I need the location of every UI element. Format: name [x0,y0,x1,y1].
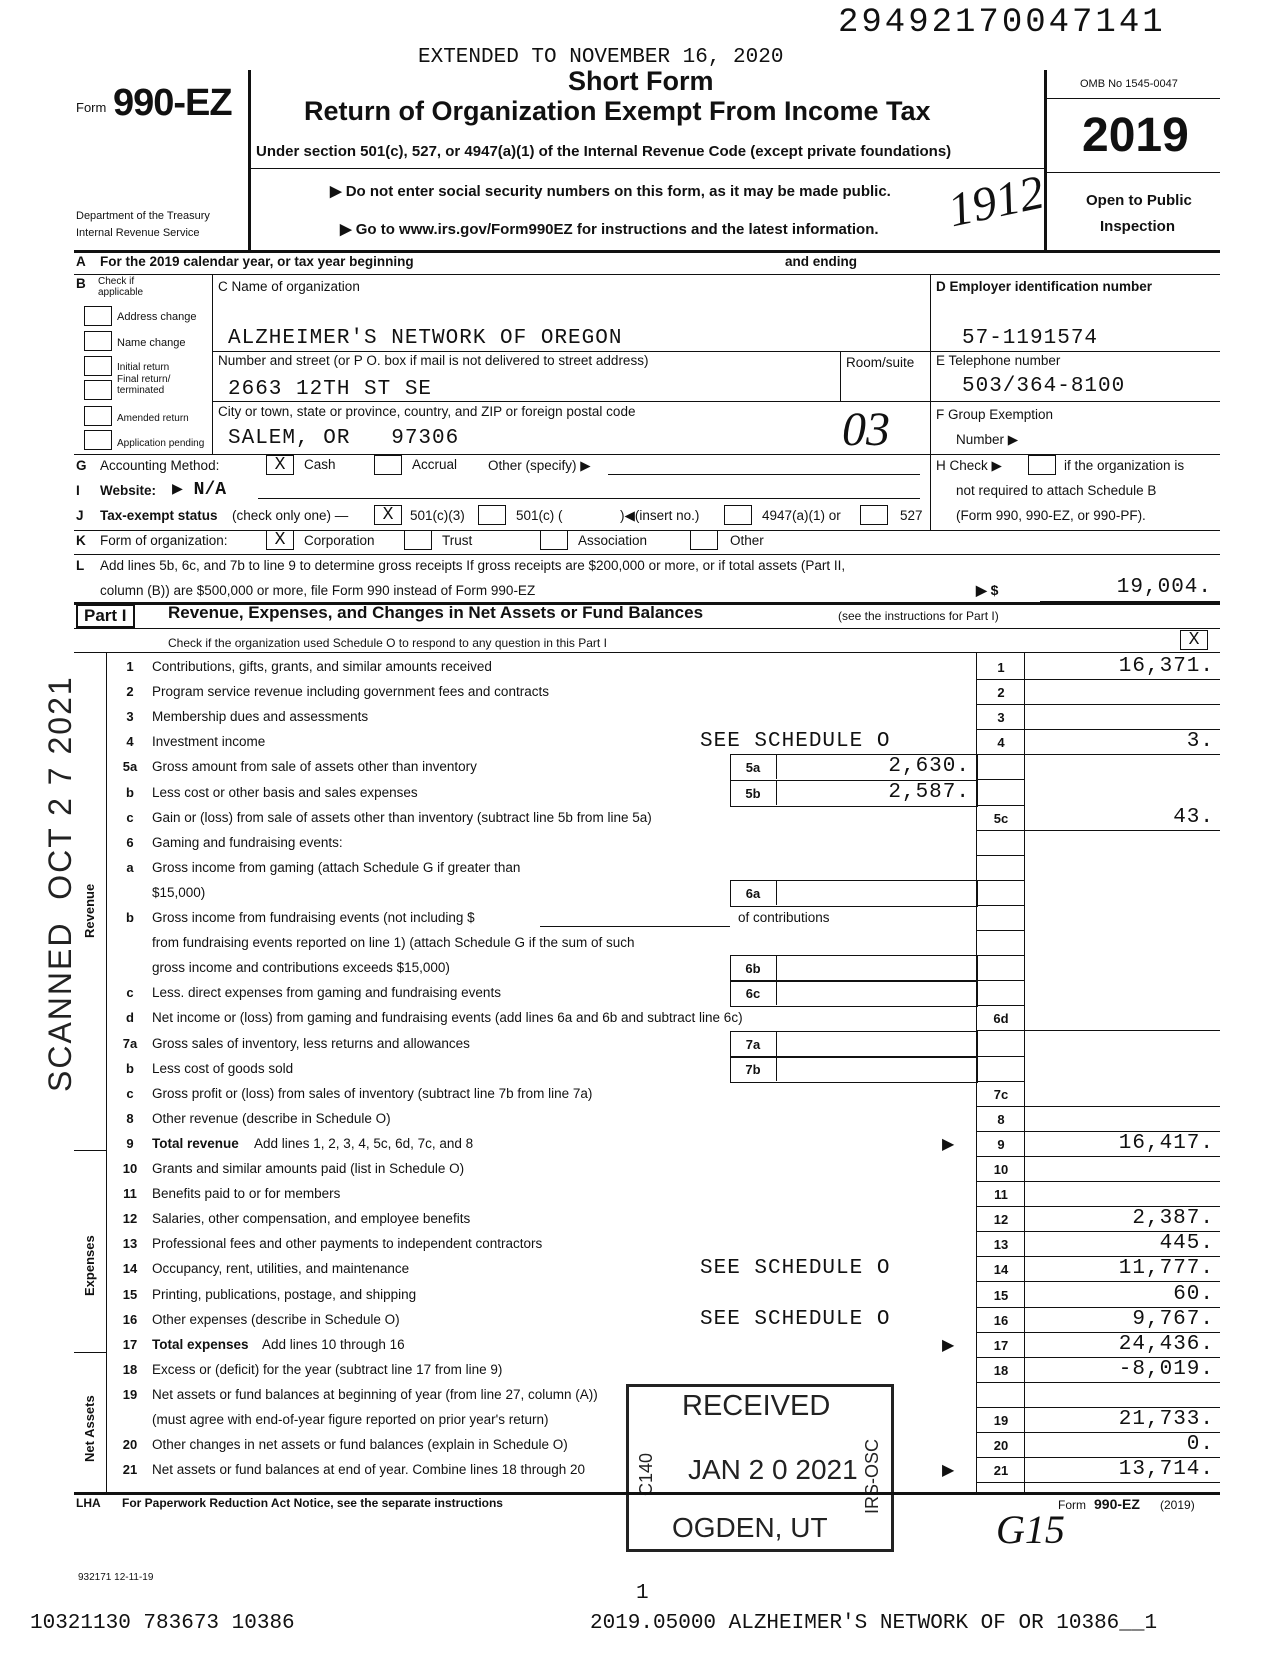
line-number: d [126,1010,134,1026]
row-rule [976,754,1220,755]
inspection: Inspection [1100,218,1176,235]
line-ref-label: 6d [993,1011,1009,1027]
dept-line-2: Internal Revenue Service [76,227,200,239]
line-number: b [126,784,134,800]
paperwork-notice: For Paperwork Reduction Act Notice, see the separate instructions [122,1496,503,1510]
corporation-label: Corporation [304,533,375,548]
line-number: b [126,1060,134,1076]
h-text-3: (Form 990, 990-EZ, or 990-PF). [956,508,1146,523]
line-description: Gross amount from sale of assets other than inventory [152,759,477,775]
association-checkbox[interactable] [540,530,568,550]
schedule-o-note: SEE SCHEDULE O [700,1307,891,1331]
line-ref-label: 16 [993,1312,1009,1328]
row-rule [976,980,1024,981]
line-ref-label: 2 [997,685,1005,701]
address-change-label: Address change [117,311,197,323]
tax-year: 2019 [1082,109,1189,162]
line-description: Less cost or other basis and sales expenses [152,784,418,800]
application-pending-checkbox[interactable] [84,430,112,450]
l-arrow: ▶ $ [976,582,999,598]
line-number: 13 [122,1236,138,1252]
line-number: 16 [122,1311,138,1327]
amended-return-checkbox[interactable] [84,406,112,426]
line-value: 2,387. [1132,1207,1214,1231]
sub-line-label: 5b [745,785,761,801]
line-ref-label: 14 [993,1262,1009,1278]
line-number: 7a [122,1035,138,1051]
other-method-label: Other (specify) ▶ [488,458,591,473]
line-number: c [126,809,134,825]
l-line-2: column (B)) are $500,000 or more, file Form 990 instead of Form 990-EZ [100,583,536,598]
phone-label: E Telephone number [936,353,1061,368]
h-text-1: if the organization is [1064,458,1185,473]
line-description: Total expenses [152,1336,249,1352]
fundraising-amount-line[interactable] [540,926,730,927]
line-description: Other revenue (describe in Schedule O) [152,1110,391,1126]
sub-line-label: 5a [745,760,761,776]
line-value: 3. [1186,730,1214,754]
group-exemption-number: Number ▶ [956,432,1019,447]
street-address: 2663 12TH ST SE [228,378,433,401]
line-number: 12 [122,1211,138,1227]
line-description: Professional fees and other payments to independent contractors [152,1236,543,1252]
notice-ssn: ▶ Do not enter social security numbers on this form, as it may be made public. [330,183,891,200]
omb-number: OMB No 1545-0047 [1080,78,1178,90]
schedule-o-note: SEE SCHEDULE O [700,1257,891,1281]
line-description: Gaming and fundraising events: [152,834,343,850]
row-rule [976,1156,1220,1157]
group-exemption-label: F Group Exemption [936,407,1054,422]
line-number: 4 [126,734,134,750]
org-name-label: C Name of organization [218,279,360,294]
row-rule [976,805,1024,806]
city-state-zip: SALEM, OR 97306 [228,427,460,450]
line-ref-label: 1 [997,660,1005,675]
line-number: 14 [122,1261,138,1277]
other-org-label: Other [730,533,764,548]
h-check-label: H Check ▶ [936,458,1002,473]
extension-note: EXTENDED TO NOVEMBER 16, 2020 [418,46,784,69]
sub-line-label: 6a [745,885,761,901]
line-number: b [126,910,134,925]
stamp-left-code: C140 [636,1452,656,1496]
part-1-tag: Part I [76,604,135,628]
line-value: 9,767. [1132,1307,1214,1331]
row-rule [976,1081,1024,1082]
form-number: 990-EZ [113,82,232,124]
line-description: from fundraising events reported on line 1) (attach Schedule G if the sum of such [152,935,635,951]
line-description-tail: of contributions [738,910,830,925]
line-a-text: For the 2019 calendar year, or tax year beginning [100,254,414,269]
g-label: G [76,458,87,473]
line-ref-label: 18 [993,1362,1009,1378]
line-description: Gain or (loss) from sale of assets other than inventory (subtract line 5b from line 5a) [152,809,652,825]
handwritten-03: 03 [842,403,890,456]
line-arrow: ▶ [942,1462,955,1480]
sub-line-label: 7a [745,1036,761,1052]
row-rule [976,1482,1220,1483]
line-description: Net assets or fund balances at beginning of year (from line 27, column (A)) [152,1386,598,1402]
row-rule [976,779,1024,780]
part-1-note: (see the instructions for Part I) [838,609,999,623]
line-value: 60. [1173,1282,1214,1306]
row-rule [976,1056,1024,1057]
row-rule [976,1005,1024,1006]
line-ref-label: 4 [997,735,1005,751]
barcode-number: 29492170047141 [838,4,1166,42]
row-rule [976,1382,1220,1383]
website-label: Website: [100,483,157,498]
527-checkbox[interactable] [860,505,888,525]
501c-label: 501(c) ( [516,508,563,523]
lha-label: LHA [76,1496,101,1510]
line-number: 8 [126,1110,134,1126]
j-label: J [76,508,84,523]
line-description: Excess or (deficit) for the year (subtract line 17 from line 9) [152,1361,503,1377]
line-number: 15 [122,1286,138,1302]
cash-checkbox[interactable]: X [266,455,294,475]
handwritten-year: 1912 [943,165,1049,238]
final-return-label: Final return/ terminated [117,374,171,396]
line-description: Gross profit or (loss) from sales of inventory (subtract line 7b from line 7a) [152,1085,593,1101]
line-description: Less. direct expenses from gaming and fundraising events [152,985,501,1001]
line-value: 445. [1159,1232,1214,1256]
street-label: Number and street (or P O. box if mail is not delivered to street address) [218,353,649,368]
phone-value: 503/364-8100 [962,375,1126,398]
schedule-o-check-text: Check if the organization used Schedule O to respond to any question in this Part I [168,636,607,650]
line-number: 10 [122,1161,138,1176]
line-number: 20 [122,1437,138,1453]
row-rule [976,830,1220,831]
line-ref-label: 3 [997,710,1005,726]
row-rule [976,1181,1220,1182]
line-description-extra: Add lines 10 through 16 [262,1336,405,1352]
line-description: Net income or (loss) from gaming and fundraising events (add lines 6a and 6b and subtract line 6c) [152,1010,743,1026]
4947-label: 4947(a)(1) or [762,508,841,523]
bottom-right-code: 2019.05000 ALZHEIMER'S NETWORK OF OR 10386__1 [590,1612,1158,1635]
tax-exempt-status-label: Tax-exempt status [100,508,218,523]
line-number: 6 [126,834,134,850]
section-b-label: B [76,276,86,291]
line-ref-label: 8 [997,1111,1005,1127]
row-rule [976,880,1024,881]
form-ref-prefix: Form [1058,1498,1086,1512]
sub-line-label: 6c [745,986,761,1002]
line-ref-label: 7c [993,1086,1009,1102]
accrual-label: Accrual [412,457,458,472]
corporation-checkbox[interactable]: X [266,530,294,550]
line-description: Occupancy, rent, utilities, and maintenance [152,1261,410,1277]
address-change-checkbox[interactable] [84,306,112,326]
line-ref-label: 9 [997,1136,1005,1152]
line-description: Gross income from fundraising events (not including $ [152,910,475,925]
line-ref-label: 15 [993,1287,1009,1303]
line-a-ending: and ending [785,254,857,269]
short-form: Short Form [568,66,714,96]
line-number: c [126,985,134,1001]
check-if-applicable: Check if applicable [98,276,144,298]
line-number: 11 [123,1186,137,1202]
line-description: Investment income [152,734,266,750]
row-rule [976,855,1024,856]
line-number: c [126,1085,134,1101]
room-suite-label: Room/suite [846,355,915,370]
sub-line-label: 6b [745,961,761,977]
line-description: Gross sales of inventory, less returns and allowances [152,1035,470,1051]
trust-label: Trust [442,533,473,548]
line-description: Other expenses (describe in Schedule O) [152,1311,400,1327]
line-value: 16,417. [1118,1131,1214,1155]
line-ref-label: 13 [993,1237,1009,1253]
line-description-extra: Add lines 1, 2, 3, 4, 5c, 6d, 7c, and 8 [254,1135,474,1151]
line-value: 21,733. [1118,1408,1214,1431]
open-to-public: Open to Public [1086,192,1192,209]
line-arrow: ▶ [942,1135,955,1153]
line-number: 3 [126,709,134,725]
l-line-1: Add lines 5b, 6c, and 7b to line 9 to determine gross receipts If gross receipts are $200,000 or more, or if total assets (Part II, [100,558,846,573]
line-description: Salaries, other compensation, and employee benefits [152,1211,471,1227]
line-description: Net assets or fund balances at end of year. Combine lines 18 through 20 [152,1462,586,1478]
check-only-one: (check only one) — [232,508,349,523]
form-of-org-label: Form of organization: [100,533,228,548]
line-ref-label: 20 [993,1438,1009,1454]
line-value: 0. [1186,1433,1214,1457]
line-description: Program service revenue including government fees and contracts [152,684,549,700]
schedule-b-checkbox[interactable] [1028,455,1056,475]
accrual-checkbox[interactable] [374,455,402,475]
i-label: I [76,483,80,498]
website-value: ▶ N/A [172,480,227,500]
line-value: 43. [1173,805,1214,829]
line-description: Other changes in net assets or fund balances (explain in Schedule O) [152,1437,568,1453]
other-org-checkbox[interactable] [690,530,718,550]
h-text-2: not required to attach Schedule B [956,483,1157,498]
other-method-line[interactable] [608,474,920,475]
schedule-o-note: SEE SCHEDULE O [700,730,891,754]
sub-line-value: 2,587. [888,780,970,804]
line-value: -8,019. [1118,1357,1214,1381]
line-value: 11,777. [1118,1257,1214,1281]
association-label: Association [578,533,648,548]
line-ref-label: 17 [993,1337,1009,1353]
schedule-o-checkbox[interactable]: X [1180,630,1208,650]
insert-no-label: )◀(insert no.) [620,508,700,523]
line-value: 24,436. [1118,1332,1214,1356]
501c-checkbox[interactable] [478,505,506,525]
row-rule [976,905,1024,906]
line-number: 19 [122,1386,138,1402]
final-return-checkbox[interactable] [84,380,112,400]
line-description: Less cost of goods sold [152,1060,294,1076]
application-pending-label: Application pending [117,438,205,449]
org-name: ALZHEIMER'S NETWORK OF OREGON [228,327,623,350]
row-rule [976,1106,1220,1107]
line-number: 17 [122,1336,138,1352]
line-number: 21 [122,1462,138,1478]
form-label: Form [76,100,107,115]
initial-return-checkbox[interactable] [84,356,112,376]
line-ref-label: 19 [993,1413,1009,1428]
scanned-stamp: SCANNED OCT 2 7 2021 [42,675,78,1092]
line-description: Printing, publications, postage, and shipping [152,1286,417,1302]
line-ref-label: 5c [993,810,1009,826]
line-number: 2 [126,684,134,700]
sub-line-label: 7b [745,1061,761,1077]
ein-value: 57-1191574 [962,327,1099,350]
amended-return-label: Amended return [117,413,189,424]
dept-line-1: Department of the Treasury [76,210,210,222]
form-ref-number: 990-EZ [1094,1496,1140,1512]
sub-line-value: 2,630. [888,755,970,779]
name-change-checkbox[interactable] [84,331,112,351]
side-label-expenses: Expenses [82,1235,97,1296]
l-label: L [76,558,85,573]
line-description: (must agree with end-of-year figure reported on prior year's return) [152,1412,549,1427]
city-label: City or town, state or province, country, and ZIP or foreign postal code [218,404,636,419]
line-description: Total revenue [152,1135,239,1151]
handwritten-g15: G15 [996,1507,1065,1552]
line-number: 9 [126,1135,134,1151]
name-change-label: Name change [117,337,186,349]
line-description: Benefits paid to or for members [152,1186,341,1202]
ein-label: D Employer identification number [936,279,1153,294]
line-description: Membership dues and assessments [152,709,369,725]
k-label: K [76,533,86,548]
row-rule [976,955,1024,956]
gross-receipts-value: 19,004. [1116,576,1212,599]
line-number: 1 [126,659,134,674]
part-1-title: Revenue, Expenses, and Changes in Net Assets or Fund Balances [168,603,704,622]
row-rule [976,704,1220,705]
accounting-method-label: Accounting Method: [100,458,220,473]
row-rule [976,930,1024,931]
line-description: Grants and similar amounts paid (list in Schedule O) [152,1161,465,1176]
trust-checkbox[interactable] [404,530,432,550]
line-ref-label: 12 [993,1212,1009,1228]
line-description: gross income and contributions exceeds $15,000) [152,960,450,976]
cash-label: Cash [304,457,336,472]
page-number: 1 [636,1582,649,1605]
line-ref-label: 21 [993,1463,1009,1479]
bottom-left-code: 10321130 783673 10386 [30,1612,295,1635]
line-number: a [126,859,134,875]
side-label-net-assets: Net Assets [82,1395,97,1462]
501c3-checkbox[interactable]: X [374,505,402,525]
line-ref-label: 10 [993,1162,1009,1177]
line-description: Gross income from gaming (attach Schedule G if greater than [152,859,521,875]
received-city: OGDEN, UT [672,1512,828,1543]
notice-website: ▶ Go to www.irs.gov/Form990EZ for instructions and the latest information. [340,221,879,238]
stamp-right-code: IRS-OSC [862,1438,882,1514]
line-description: $15,000) [152,884,206,900]
line-number: 5a [122,759,138,775]
form-code: 932171 12-11-19 [78,1572,154,1583]
form-subtitle: Under section 501(c), 527, or 4947(a)(1) of the Internal Revenue Code (except private foundations) [256,143,952,160]
line-arrow: ▶ [942,1336,955,1354]
4947-checkbox[interactable] [724,505,752,525]
527-label: 527 [900,508,923,523]
line-value: 16,371. [1118,655,1214,678]
initial-return-label: Initial return [117,362,170,373]
received-text: RECEIVED [682,1390,831,1422]
form-ref-year: (2019) [1160,1498,1195,1512]
line-description: Contributions, gifts, grants, and similar amounts received [152,659,492,674]
row-rule [976,1030,1220,1031]
line-a-label: A [76,254,86,269]
line-ref-label: 11 [994,1187,1008,1203]
form-title: Return of Organization Exempt From Income Tax [304,96,931,126]
received-date: JAN 2 0 2021 [688,1454,858,1485]
line-value: 13,714. [1118,1458,1214,1482]
side-label-revenue: Revenue [82,883,97,938]
501c3-label: 501(c)(3) [410,508,465,523]
row-rule [976,679,1220,680]
line-number: 18 [122,1361,138,1377]
